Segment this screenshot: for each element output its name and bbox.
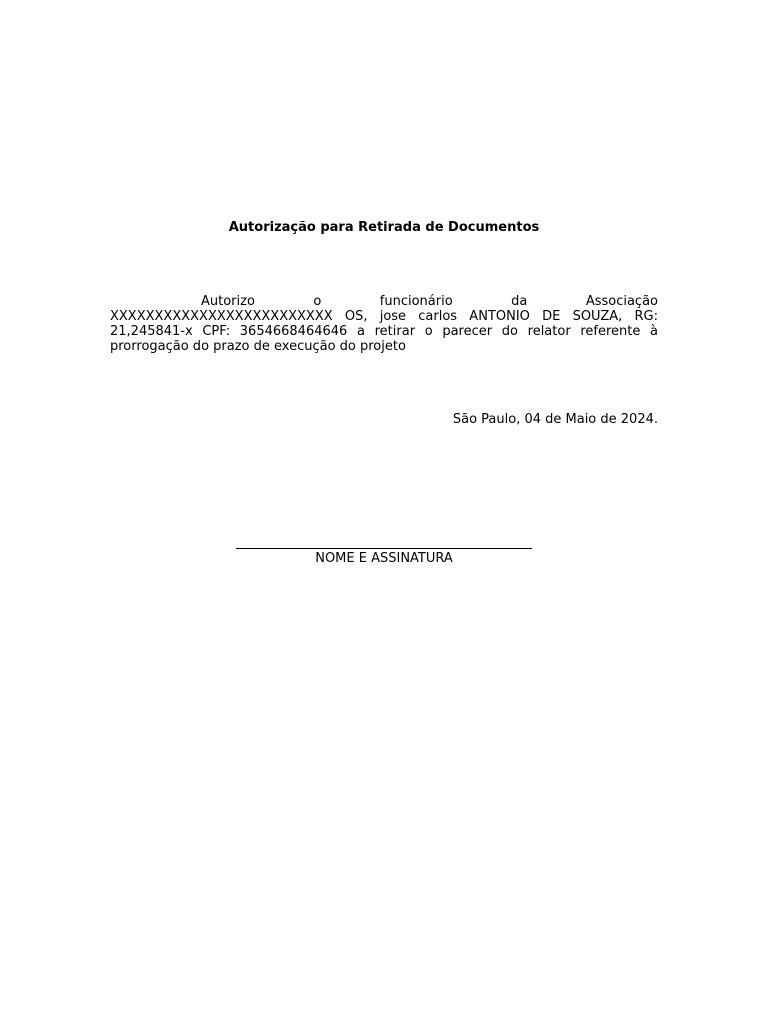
signature-label: NOME E ASSINATURA (315, 551, 453, 566)
place-and-date: São Paulo, 04 de Maio de 2024. (452, 412, 658, 427)
signature-line (236, 548, 532, 549)
authorization-paragraph: Autorizo o funcionário da Associação XXXXXXXXXXXXXXXXXXXXXXXXX OS, jose carlos ANTONIO DE SOUZA, RG: 21,245841-x CPF: 3654668464646 a retirar o parecer do relator referente à prorrogação do prazo de execução do projeto (110, 294, 658, 354)
signature-block (0, 548, 768, 567)
document-title: Autorização para Retirada de Documentos (228, 220, 540, 235)
